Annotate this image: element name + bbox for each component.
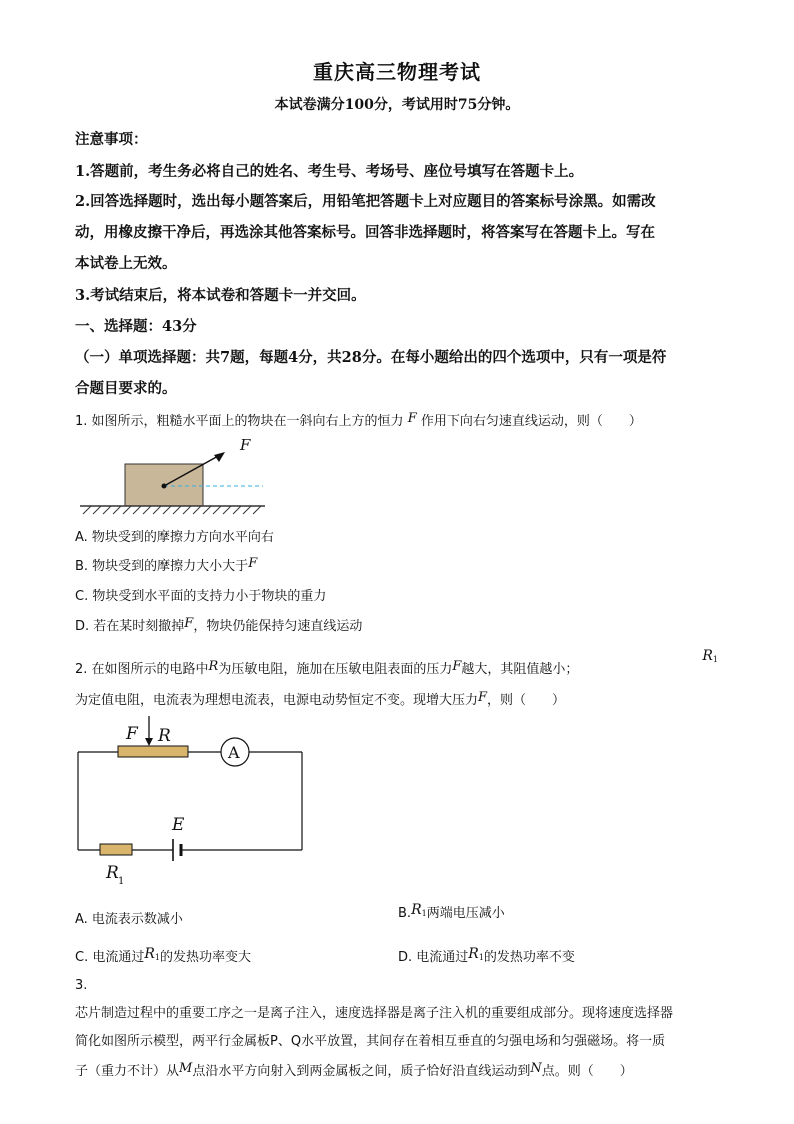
q2-stem-line-2 <box>75 689 565 708</box>
q2-stem-part-a: 2. 在如图所示的电路中 <box>75 662 209 677</box>
q2-option-d-var-letter: R <box>468 946 479 962</box>
exam-subtitle: 本试卷满分100分，考试用时75分钟。 <box>274 97 520 113</box>
notes-item-1: 1.答题前，考生务必将自己的姓名、考生号、考场号、座位号填写在答题卡上。 <box>75 163 584 180</box>
q3-number: 3. <box>75 978 88 993</box>
q2-stem-part-c: 越大，其阻值越小； <box>461 662 579 677</box>
pressure-arrow-head <box>145 738 153 746</box>
force-origin-dot <box>162 484 167 489</box>
q3-line-1: 芯片制造过程中的重要工序之一是离子注入，速度选择器是离子注入机的重要组成部分。现将速度选择器 <box>75 1006 674 1021</box>
circuit-label-e: E <box>172 815 185 835</box>
q2-option-d-var-sub: 1 <box>478 953 484 962</box>
circuit-label-f: F <box>126 724 138 744</box>
q2-option-b-var-sub: 1 <box>421 909 427 918</box>
q2-stem-line-2-b: ，则（ ） <box>487 693 566 708</box>
circuit-label-r: R <box>158 726 171 746</box>
notes-heading: 注意事项： <box>75 131 148 148</box>
ground-hatching <box>83 506 261 514</box>
q2-option-d <box>398 946 575 965</box>
q2-option-c <box>75 946 251 965</box>
q3-line-3-b: 点沿水平方向射入到两金属板之间，质子恰好沿直线运动到 <box>192 1064 531 1079</box>
q2-option-d-b: 的发热功率不变 <box>483 950 575 965</box>
q2-line2-var-f: F <box>478 690 488 705</box>
q2-option-d-a: D. 电流通过 <box>398 950 469 965</box>
q1-option-d-part-b: ，物块仍能保持匀速直线运动 <box>193 619 363 634</box>
q2-option-c-var-letter: R <box>144 946 155 962</box>
q2-var-f: F <box>452 659 462 674</box>
q1-option-b <box>75 555 257 574</box>
ammeter-label: A <box>228 743 240 762</box>
force-arrow-head <box>214 452 225 462</box>
q3-line-3 <box>75 1060 633 1079</box>
q1-option-c: C. 物块受到水平面的支持力小于物块的重力 <box>75 589 327 604</box>
notes-item-2-line-3: 本试卷上无效。 <box>75 255 177 272</box>
q2-stem-line-1 <box>75 648 720 677</box>
circuit-label-r1-sub: 1 <box>118 876 125 887</box>
notes-item-3: 3.考试结束后，将本试卷和答题卡一并交回。 <box>75 287 366 304</box>
q2-option-a: A. 电流表示数减小 <box>75 912 183 927</box>
section-heading: 一、选择题：43分 <box>75 318 197 335</box>
q2-var-r1-sub: 1 <box>712 655 718 664</box>
q1-option-d-var-f: F <box>184 616 194 631</box>
page-title: 重庆高三物理考试 <box>313 60 481 84</box>
q2-option-b-var <box>411 902 427 918</box>
q2-option-b-label: B. <box>398 906 412 921</box>
q1-option-d-part-a: D. 若在某时刻撤掉 <box>75 619 185 634</box>
notes-item-2-line-2: 动，用橡皮擦干净后，再选涂其他答案标号。回答非选择题时，将答案写在答题卡上。写在 <box>75 224 655 241</box>
q3-var-m: M <box>179 1061 193 1076</box>
q2-var-r1 <box>702 648 718 664</box>
q2-stem-line-2-a: 为定值电阻，电流表为理想电流表，电源电动势恒定不变。现增大压力 <box>75 693 479 708</box>
q1-var-f: F <box>407 411 417 426</box>
circuit-label-r1: R <box>106 863 119 883</box>
q2-option-b-var-letter: R <box>411 902 422 918</box>
section-sub-line-2: 合题目要求的。 <box>75 380 177 397</box>
pressure-resistor-r <box>118 746 188 757</box>
notes-item-2-line-1: 2.回答选择题时，选出每小题答案后，用铅笔把答题卡上对应题目的答案标号涂黑。如需改 <box>75 193 656 210</box>
q1-stem-part-b: 作用下向右匀速直线运动，则（ ） <box>420 414 642 429</box>
q1-option-b-text: B. 物块受到的摩擦力大小大于 <box>75 559 249 574</box>
q3-line-3-a: 子（重力不计）从 <box>75 1064 180 1079</box>
q1-stem <box>75 410 642 429</box>
q2-option-c-b: 的发热功率变大 <box>159 950 251 965</box>
section-sub-line-1: （一）单项选择题：共7题，每题4分，共28分。在每小题给出的四个选项中，只有一项是符 <box>75 349 667 366</box>
q2-option-c-var-sub: 1 <box>154 953 160 962</box>
q1-option-b-var-f: F <box>248 556 258 571</box>
q2-option-b <box>398 902 505 921</box>
q3-line-2: 简化如图所示模型，两平行金属板P、Q水平放置，其间存在着相互垂直的匀强电场和匀强磁场。将一质 <box>75 1034 666 1049</box>
q1-figure <box>75 432 275 517</box>
q2-stem-part-b: 为压敏电阻，施加在压敏电阻表面的压力 <box>218 662 453 677</box>
q1-stem-part-a: 1. 如图所示，粗糙水平面上的物块在一斜向右上方的恒力 <box>75 414 404 429</box>
q2-option-c-var <box>144 946 160 962</box>
fixed-resistor-r1 <box>100 844 132 855</box>
q2-var-r: R <box>208 659 219 674</box>
fig1-force-label: F <box>240 436 251 454</box>
q1-option-d <box>75 615 362 634</box>
q3-line-3-c: 点。则（ ） <box>541 1064 633 1079</box>
q2-option-d-var <box>468 946 484 962</box>
q1-option-a: A. 物块受到的摩擦力方向水平向右 <box>75 530 274 545</box>
q3-var-n: N <box>530 1061 542 1076</box>
q2-circuit-figure <box>70 712 310 892</box>
q2-option-b-text: 两端电压减小 <box>426 906 505 921</box>
q2-option-c-a: C. 电流通过 <box>75 950 145 965</box>
q2-var-r1-letter: R <box>702 648 713 664</box>
